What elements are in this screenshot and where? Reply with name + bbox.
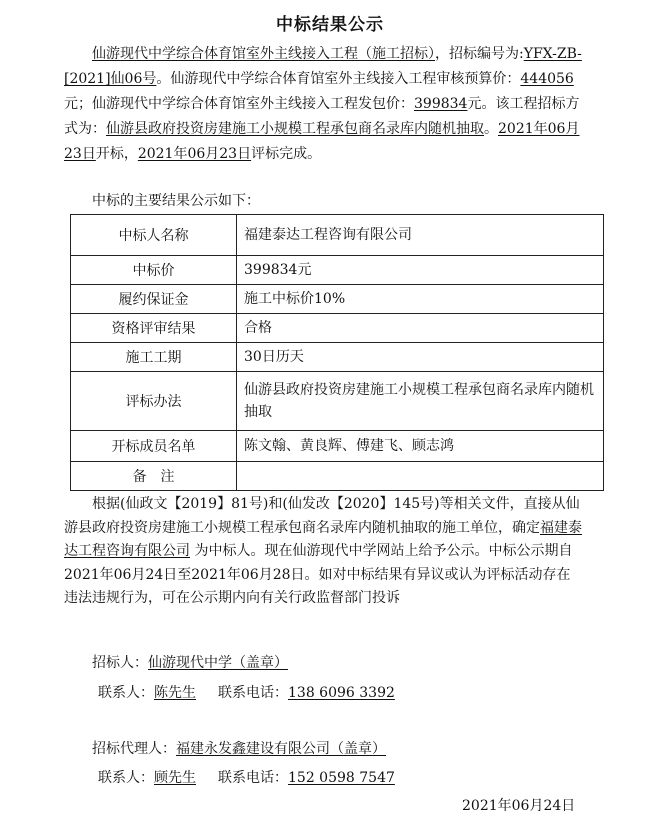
agent-contact: 顾先生	[154, 770, 196, 786]
tenderer-line	[92, 652, 288, 672]
row-value: 陈文翰、黄良辉、傅建飞、顾志鸿	[237, 431, 604, 462]
budget-price: 444056	[520, 71, 574, 87]
table-row	[71, 372, 604, 431]
table-row	[71, 343, 604, 372]
notice-date: 2021年06月24日	[462, 798, 576, 814]
agent-contact-line	[98, 767, 395, 787]
tenderer-contact-line	[98, 682, 395, 702]
row-value: 合格	[237, 314, 604, 343]
winner-name: 福建泰达工程咨询有限公司	[64, 519, 582, 559]
contact-label: 联系人：	[98, 770, 154, 786]
tenderer-name: 仙游现代中学（盖章）	[148, 655, 288, 671]
notice-paragraph	[64, 493, 584, 611]
notice-text: 根据(仙政文【2019】81号)和(仙发改【2020】145号)等相关文件，直接从仙游县政府投资房建施工小规模工程承包商名录库内随机抽取的施工单位，确定	[64, 496, 580, 536]
table-row	[71, 462, 604, 491]
intro-paragraph	[64, 42, 584, 167]
intro-text: 评标完成。	[251, 146, 322, 162]
phone-label: 联系电话：	[218, 770, 288, 786]
intro-text: 开标，	[95, 146, 138, 162]
intro-text: 元。该工程招标方式为：	[64, 96, 580, 137]
intro-text: 元；仙游现代中学综合体育馆室外主线接入工程发包价：	[64, 96, 414, 112]
open-date: 2021年06月23日	[64, 121, 580, 162]
tenderer-label: 招标人：	[92, 655, 148, 671]
contract-price: 399834	[414, 96, 468, 112]
results-subheading: 中标的主要结果公示如下：	[92, 193, 260, 209]
row-label: 备 注	[71, 462, 237, 491]
row-label: 评标办法	[71, 372, 237, 431]
tenderer-contact: 陈先生	[154, 685, 196, 701]
table-row	[71, 256, 604, 285]
table-row	[71, 285, 604, 314]
row-value: 施工中标价10%	[237, 285, 604, 314]
contact-label: 联系人：	[98, 685, 154, 701]
row-value: 仙游县政府投资房建施工小规模工程承包商名录库内随机抽取	[237, 372, 604, 431]
row-value: 30日历天	[237, 343, 604, 372]
project-name: 仙游现代中学综合体育馆室外主线接入工程（施工招标）	[92, 46, 435, 62]
row-value	[237, 462, 604, 491]
row-value: 399834元	[237, 256, 604, 285]
tender-method: 仙游县政府投资房建施工小规模工程承包商名录库内随机抽取	[106, 121, 484, 137]
agent-line	[92, 738, 386, 758]
results-table	[70, 214, 604, 491]
row-label: 中标价	[71, 256, 237, 285]
agent-label: 招标代理人：	[92, 741, 176, 757]
eval-date: 2021年06月23日	[137, 146, 252, 162]
row-label: 资格评审结果	[71, 314, 237, 343]
tenderer-phone: 138 6096 3392	[288, 685, 395, 701]
agent-name: 福建永发鑫建设有限公司（盖章）	[176, 741, 386, 757]
row-label: 履约保证金	[71, 285, 237, 314]
table-row	[71, 431, 604, 462]
agent-phone: 152 0598 7547	[288, 770, 395, 786]
table-row	[71, 215, 604, 256]
phone-label: 联系电话：	[218, 685, 288, 701]
row-label: 开标成员名单	[71, 431, 237, 462]
page-title: 中标结果公示	[276, 15, 384, 35]
intro-text: 。仙游现代中学综合体育馆室外主线接入工程审核预算价：	[156, 71, 521, 87]
row-label: 施工工期	[71, 343, 237, 372]
notice-text: 为中标人。现在仙游现代中学网站上给予公示。中标公示期自2021年06月24日至2021年06月28日。如对中标结果有异议或认为评标活动存在违法违规行为，可在公示期内向有关行政监督部门投诉	[64, 543, 573, 606]
table-row	[71, 314, 604, 343]
row-label: 中标人名称	[71, 215, 237, 256]
tender-code: YFX-ZB-[2021]仙06号	[64, 46, 582, 87]
intro-text: ，招标编号为:	[435, 46, 524, 62]
row-value: 福建泰达工程咨询有限公司	[237, 215, 604, 256]
intro-text: 。	[484, 121, 498, 137]
